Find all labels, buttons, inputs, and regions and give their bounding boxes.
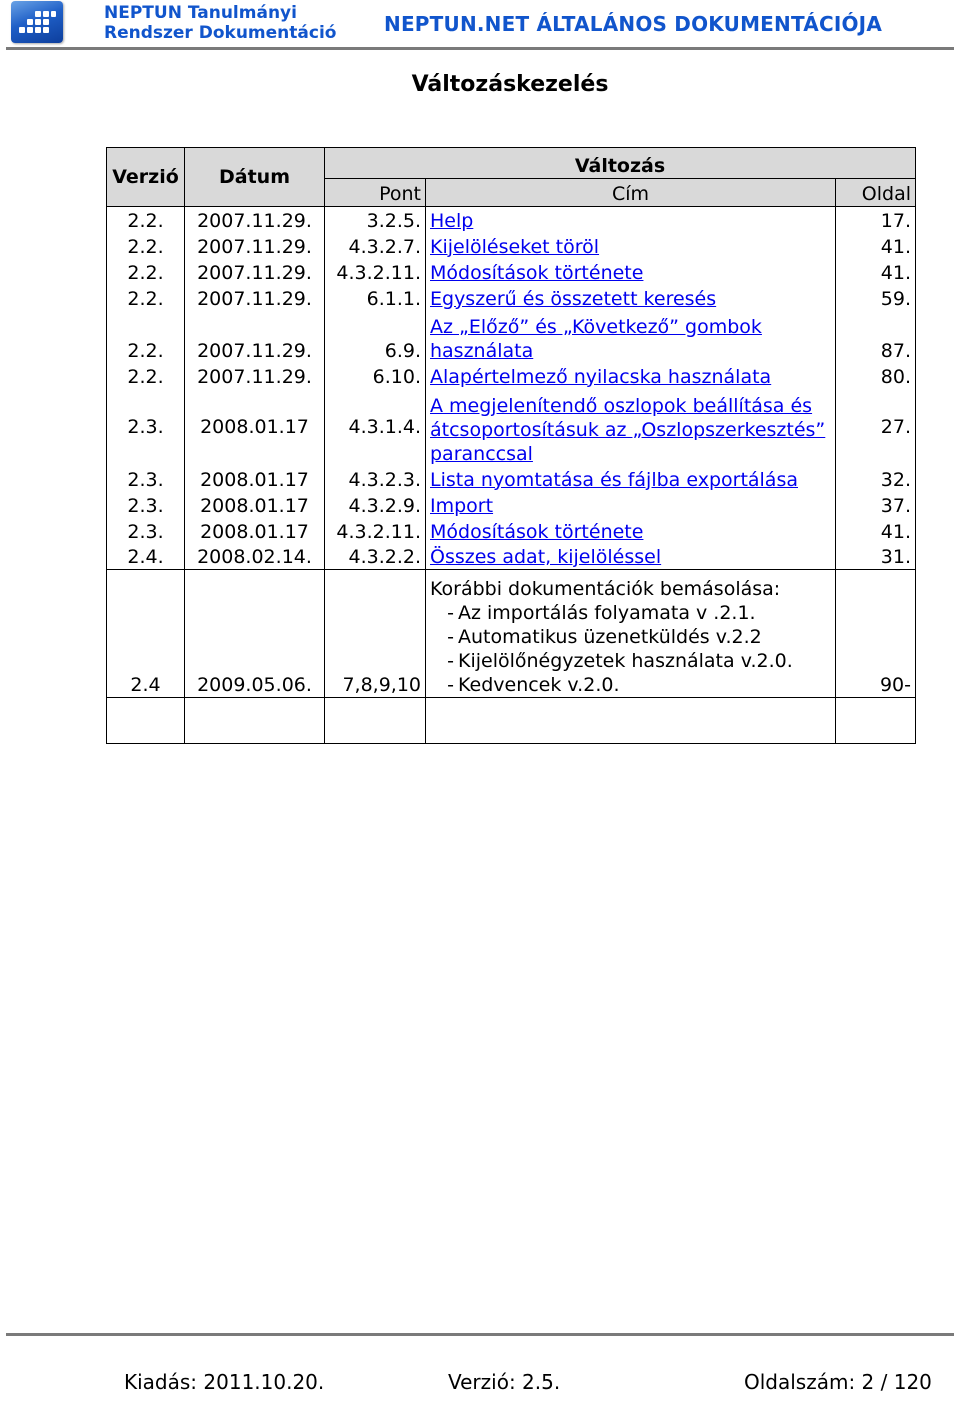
cell-page: 32. [836,466,916,492]
section-link[interactable]: Egyszerű és összetett keresés [430,287,717,310]
cell-point: 6.9. [325,311,426,363]
table-row [107,311,916,363]
column-header-page: Oldal [836,179,916,207]
cell-version: 2.4 [107,570,185,698]
table-row [107,389,916,466]
cell-point: 4.3.2.3. [325,466,426,492]
cell-page: 27. [836,389,916,466]
cell-point: 4.3.2.11. [325,259,426,285]
list-item: - Kijelölőnégyzetek használata v.2.0. [430,649,831,673]
cell-point: 6.1.1. [325,285,426,311]
empty-cell [185,698,325,744]
cell-date: 2008.01.17 [185,389,325,466]
cell-point: 4.3.2.11. [325,518,426,544]
cell-point: 4.3.2.7. [325,233,426,259]
table-row [107,518,916,544]
table-row [107,492,916,518]
cell-version: 2.3. [107,466,185,492]
cell-page: 41. [836,259,916,285]
cell-page: 87. [836,311,916,363]
cell-page: 41. [836,233,916,259]
cell-date: 2007.11.29. [185,259,325,285]
section-link[interactable]: Alapértelmező nyilacska használata [430,365,772,388]
cell-point: 4.3.1.4. [325,389,426,466]
column-header-version: Verzió [107,148,185,207]
table-row [107,466,916,492]
list-item: - Kedvencek v.2.0. [430,673,831,697]
cell-version: 2.3. [107,492,185,518]
table-row [107,544,916,570]
section-link[interactable]: Lista nyomtatása és fájlba exportálása [430,468,798,491]
empty-cell [325,698,426,744]
table-header-row [107,148,916,179]
cell-page: 80. [836,363,916,389]
empty-cell [836,698,916,744]
cell-version: 2.2. [107,233,185,259]
cell-page: 31. [836,544,916,570]
table-row [107,363,916,389]
page-header [0,0,960,50]
cell-point: 3.2.5. [325,207,426,233]
cell-version: 2.2. [107,207,185,233]
cell-date: 2009.05.06. [185,570,325,698]
brand-line-1: NEPTUN Tanulmányi [104,3,297,23]
table-row [107,259,916,285]
cell-date: 2007.11.29. [185,363,325,389]
column-header-point: Pont [325,179,426,207]
cell-page: 59. [836,285,916,311]
cell-page: 41. [836,518,916,544]
section-link[interactable]: Help [430,209,474,232]
list-item: - Automatikus üzenetküldés v.2.2 [430,625,831,649]
cell-date: 2008.01.17 [185,492,325,518]
column-header-change: Változás [325,148,916,179]
cell-page: 17. [836,207,916,233]
brand-line-2: Rendszer Dokumentáció [104,23,337,43]
cell-date: 2008.01.17 [185,518,325,544]
table-row-empty [107,698,916,744]
cell-version: 2.2. [107,285,185,311]
cell-version: 2.2. [107,363,185,389]
table-row [107,207,916,233]
section-link[interactable]: Import [430,494,494,517]
copied-docs-list [430,601,831,697]
cell-date: 2007.11.29. [185,311,325,363]
cell-point: 4.3.2.2. [325,544,426,570]
neptun-logo-icon [11,1,63,43]
cell-point: 7,8,9,10 [325,570,426,698]
column-header-title: Cím [426,179,836,207]
cell-date: 2007.11.29. [185,233,325,259]
header-divider [6,47,954,50]
copied-docs-intro: Korábbi dokumentációk bemásolása: [430,578,781,600]
footer-issue-date: Kiadás: 2011.10.20. [124,1370,325,1394]
cell-date: 2007.11.29. [185,285,325,311]
cell-date: 2007.11.29. [185,207,325,233]
cell-version: 2.2. [107,259,185,285]
section-link[interactable]: Összes adat, kijelöléssel [430,546,662,568]
table-row-block [107,570,916,698]
cell-date: 2008.02.14. [185,544,325,570]
document-title: NEPTUN.NET ÁLTALÁNOS DOKUMENTÁCIÓJA [384,12,882,36]
section-link[interactable]: Az „Előző” és „Következő” gombok használata [430,315,762,362]
cell-version: 2.3. [107,389,185,466]
empty-cell [107,698,185,744]
cell-version: 2.2. [107,311,185,363]
table-row [107,233,916,259]
cell-page: 90- [836,570,916,698]
cell-date: 2008.01.17 [185,466,325,492]
cell-point: 4.3.2.9. [325,492,426,518]
table-row [107,285,916,311]
cell-version: 2.3. [107,518,185,544]
footer-divider [6,1333,954,1336]
section-link[interactable]: Módosítások története [430,520,644,543]
section-link[interactable]: Kijelöléseket töröl [430,235,600,258]
cell-copied-docs [426,570,836,698]
page-title: Változáskezelés [411,72,609,97]
cell-page: 37. [836,492,916,518]
footer-page-count: Oldalszám: 2 / 120 [744,1370,932,1394]
section-link[interactable]: Módosítások története [430,261,644,284]
change-log-table [106,147,916,744]
cell-point: 6.10. [325,363,426,389]
footer-version: Verzió: 2.5. [448,1370,561,1394]
column-header-date: Dátum [185,148,325,207]
empty-cell [426,698,836,744]
section-link[interactable]: A megjelenítendő oszlopok beállítása és átcsoportosításuk az „Oszlopszerkesztés” paranccsal [430,394,826,465]
list-item: - Az importálás folyamata v .2.1. [430,601,831,625]
cell-version: 2.4. [107,544,185,570]
